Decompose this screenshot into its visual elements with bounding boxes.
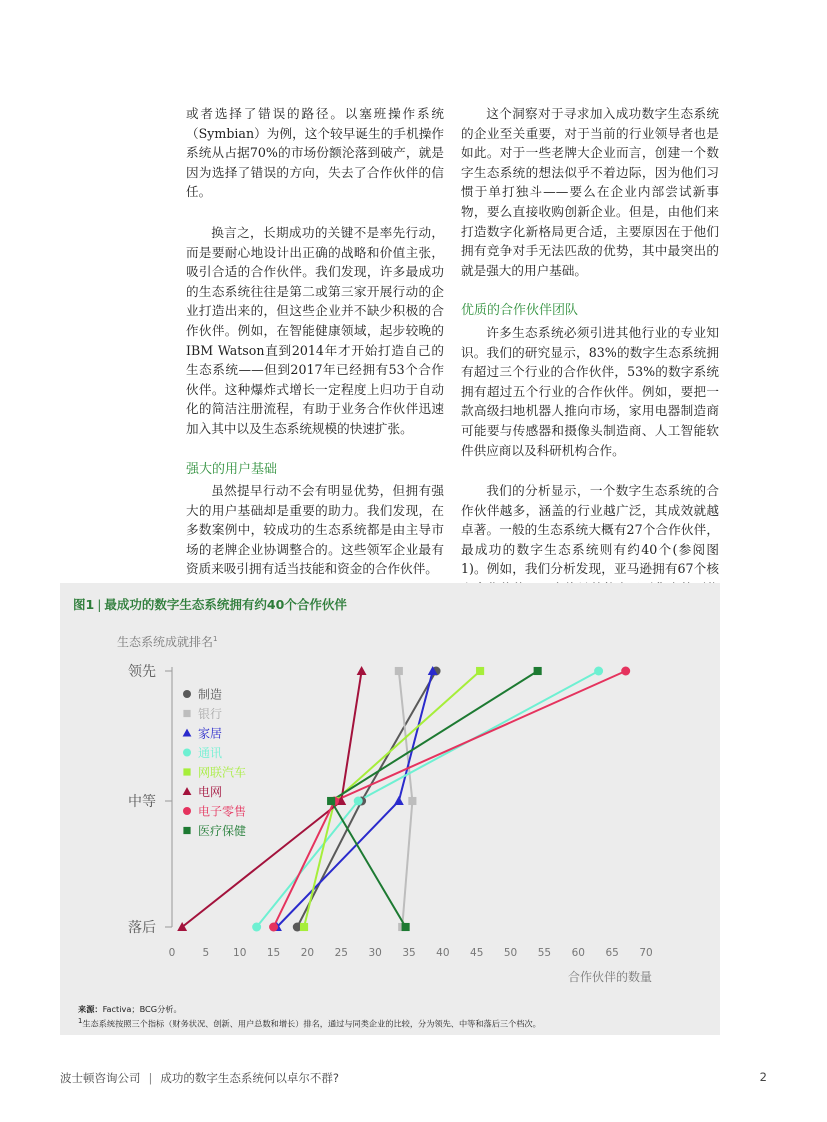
x-tick-label: 25 xyxy=(334,947,348,959)
series-point xyxy=(394,796,404,805)
chart-legend xyxy=(183,687,246,839)
legend-marker xyxy=(183,807,191,815)
footnote-mark: 1 xyxy=(78,1017,83,1025)
section-heading: 强大的用户基础 xyxy=(186,461,278,477)
x-tick-label: 40 xyxy=(436,947,450,959)
legend-marker xyxy=(183,710,190,717)
legend-label: 电子零售 xyxy=(198,804,247,819)
footer-company: 波士顿咨询公司 xyxy=(60,1071,141,1085)
x-tick-label: 55 xyxy=(537,947,552,959)
page-footer: 波士顿咨询公司 | 成功的数字生态系统何以卓尔不群? xyxy=(60,1071,339,1085)
legend-label: 家居 xyxy=(198,726,223,741)
source-label: 来源： xyxy=(78,1004,103,1014)
left-text-column xyxy=(186,104,444,600)
series-markers xyxy=(177,666,630,931)
series-point xyxy=(252,923,261,932)
x-axis-title: 合作伙伴的数量 xyxy=(567,970,652,984)
x-tick-label: 20 xyxy=(300,947,315,959)
x-tick-label: 10 xyxy=(233,947,247,959)
legend-marker xyxy=(183,787,192,795)
paragraph: 虽然提早行动不会有明显优势，但拥有强大的用户基础却是重要的助力。我们发现，在多数案例中，较成功的生态系统都是由主导市场的老牌企业协调整合的。这些领军企业最有资质来吸引拥有适当技能和资金的合作伙伴。 xyxy=(186,483,444,577)
y-tick-label: 领先 xyxy=(128,664,156,680)
series-point xyxy=(354,797,363,806)
figure-title: 图1 | 最成功的数字生态系统拥有约40个合作伙伴 xyxy=(73,597,347,612)
x-tick-label: 50 xyxy=(503,947,518,959)
y-tick-label: 中等 xyxy=(128,794,156,810)
series-point xyxy=(534,667,542,675)
footer-doc-title: 成功的数字生态系统何以卓尔不群? xyxy=(160,1071,339,1085)
x-tick-label: 15 xyxy=(266,947,281,959)
x-tick-label: 30 xyxy=(368,947,382,959)
source-text: Factiva；BCG分析。 xyxy=(102,1004,182,1014)
legend-marker xyxy=(183,690,191,698)
series-point xyxy=(269,923,278,932)
legend-label: 医疗保健 xyxy=(198,824,247,838)
series-point xyxy=(408,797,416,805)
x-tick-label: 60 xyxy=(571,947,585,959)
legend-marker xyxy=(183,749,191,757)
paragraph: 这个洞察对于寻求加入成功数字生态系统的企业至关重要，对于当前的行业领导者也是如此。对于一些老牌大企业而言，创建一个数字生态系统的想法似乎不着边际，因为他们习惯于单打独斗——要么在企业内部尝试新事物，要么直接收购创新企业。但是，由他们来打造数字化新格局更合适，主要原因在于他们拥有竞争对手无法匹敌的优势，其中最突出的就是强大的用户基础。 xyxy=(461,106,719,278)
paragraph: 许多生态系统必须引进其他行业的专业知识。我们的研究显示，83%的数字生态系统拥有超过三个行业的合作伙伴，53%的数字系统拥有超过五个行业的合作伙伴。例如，要把一款高级扫地机器人推向市场，家用电器制造商可能要与传感器和摄像头制造商、人工智能软件供应商以及科研机构合作。 xyxy=(461,324,719,458)
section-heading: 优质的合作伙伴团队 xyxy=(461,303,579,319)
series-point xyxy=(395,667,403,675)
series-lines xyxy=(182,671,626,927)
figure-panel xyxy=(60,583,720,1035)
series-point xyxy=(621,667,630,676)
series-point xyxy=(402,923,410,931)
figure-title-text: 最成功的数字生态系统拥有约40个合作伙伴 xyxy=(104,597,347,612)
series-point xyxy=(476,667,484,675)
x-tick-label: 0 xyxy=(168,947,176,959)
x-tick-label: 65 xyxy=(605,947,619,959)
legend-marker xyxy=(183,729,192,737)
y-axis-title: 生态系统成就排名$^1$ xyxy=(117,635,218,649)
series-line xyxy=(257,671,599,927)
paragraph: 我们的分析显示，一个数字生态系统的合作伙伴越多，涵盖的行业越广泛，其成效就越卓著。一般的生态系统大概有27个合作伙伴，最成功的数字生态系统则有约40个(参阅图1)。例如，我们分析发现，亚马逊拥有67个核 xyxy=(461,483,719,577)
y-tick-label: 落后 xyxy=(128,920,156,936)
legend-label: 银行 xyxy=(198,707,223,721)
legend-label: 电网 xyxy=(198,785,223,799)
figure-label: 图1 xyxy=(73,597,95,612)
paragraph: 换言之，长期成功的关键不是率先行动，而是要耐心地设计出正确的战略和价值主张，吸引合适的合作伙伴。我们发现，许多最成功的生态系统往往是第二或第三家开展行动的企业打造出来的，但这些企业并不缺少积极的合作伙伴。例如，在智能健康领域，起步较晚的IBM Watson直到2014年才开始打造自己的生态系统——但到2017年已经拥有53个合作伙伴。这种爆炸式增长一定程度上归功于自动化的简洁注册流程，有助于业务合作伙伴迅速加入其中以及生态系统规模的快速扩张。 xyxy=(186,224,444,436)
page-number: 2 xyxy=(759,1070,767,1084)
legend-marker xyxy=(183,827,190,834)
right-text-column xyxy=(461,104,719,659)
x-tick-label: 35 xyxy=(402,947,416,959)
partner-count-chart xyxy=(60,583,720,1035)
series-point xyxy=(357,666,367,675)
legend-label: 制造 xyxy=(198,687,223,702)
series-point xyxy=(300,923,308,931)
footnote-text: 生态系统按照三个指标（财务状况、创新、用户总数和增长）排名，通过与同类企业的比较，分为领先、中等和落后三个档次。 xyxy=(82,1018,541,1029)
series-line xyxy=(274,671,626,927)
x-tick-label: 70 xyxy=(639,947,653,959)
x-tick-label: 45 xyxy=(470,947,484,959)
paragraph: 或者选择了错误的路径。以塞班操作系统（Symbian）为例，这个较早诞生的手机操作系统从占据70%的市场份额沦落到破产，就是因为选择了错误的方向，失去了合作伙伴的信任。 xyxy=(186,106,444,200)
series-point xyxy=(327,797,335,805)
legend-marker xyxy=(183,768,190,775)
figure-source-note xyxy=(78,1003,541,1030)
legend-label: 网联汽车 xyxy=(198,765,247,780)
x-tick-label: 5 xyxy=(202,947,210,959)
series-point xyxy=(594,667,603,676)
legend-label: 通讯 xyxy=(198,746,223,760)
